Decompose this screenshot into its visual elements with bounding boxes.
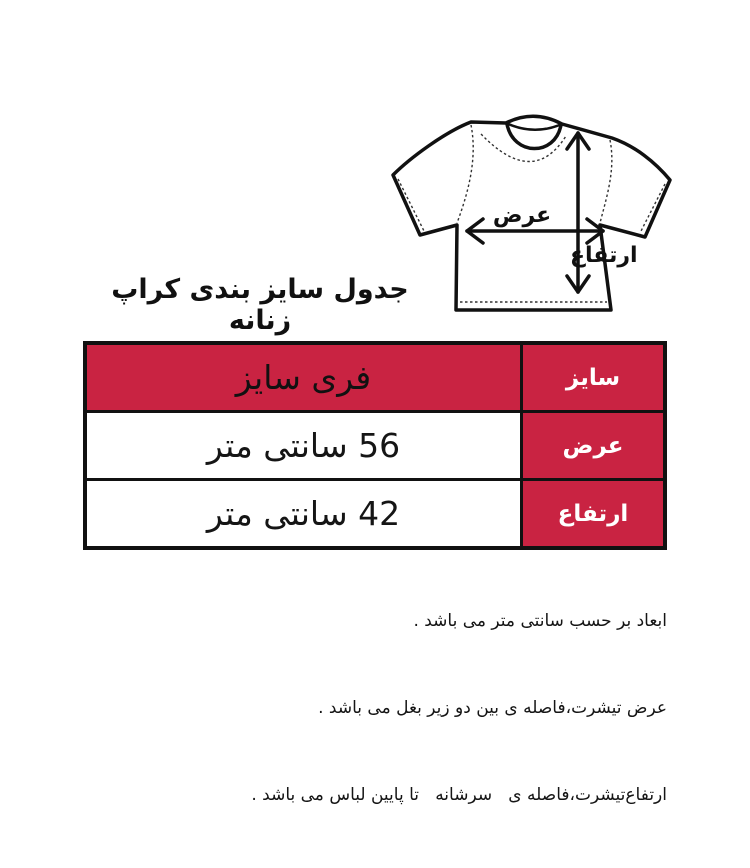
note-height-definition: ارتفاع‌تیشرت،فاصله ی سرشانه تا پایین لباس می باشد . <box>251 785 667 805</box>
height-arrow-label: ارتفاع <box>570 243 638 268</box>
row-value-width: 56 سانتی متر <box>85 412 522 480</box>
size-table <box>83 341 667 550</box>
row-header-height: ارتفاع <box>522 480 666 549</box>
row-value-size: فری سایز <box>85 343 522 412</box>
table-row-size <box>85 343 665 412</box>
row-header-size: سایز <box>522 343 666 412</box>
width-arrow-label: عرض <box>492 203 552 228</box>
note-width-definition: عرض تیشرت،فاصله ی بین دو زیر بغل می باشد . <box>318 698 667 718</box>
table-row-width <box>85 412 665 480</box>
measurement-notes <box>247 549 667 868</box>
table-row-height <box>85 480 665 549</box>
page-title: جدول سایز بندی کراپ زنانه <box>111 274 409 336</box>
row-header-width: عرض <box>522 412 666 480</box>
row-value-height: 42 سانتی متر <box>85 480 522 549</box>
note-dimensions-unit: ابعاد بر حسب سانتی متر می باشد . <box>413 611 667 631</box>
